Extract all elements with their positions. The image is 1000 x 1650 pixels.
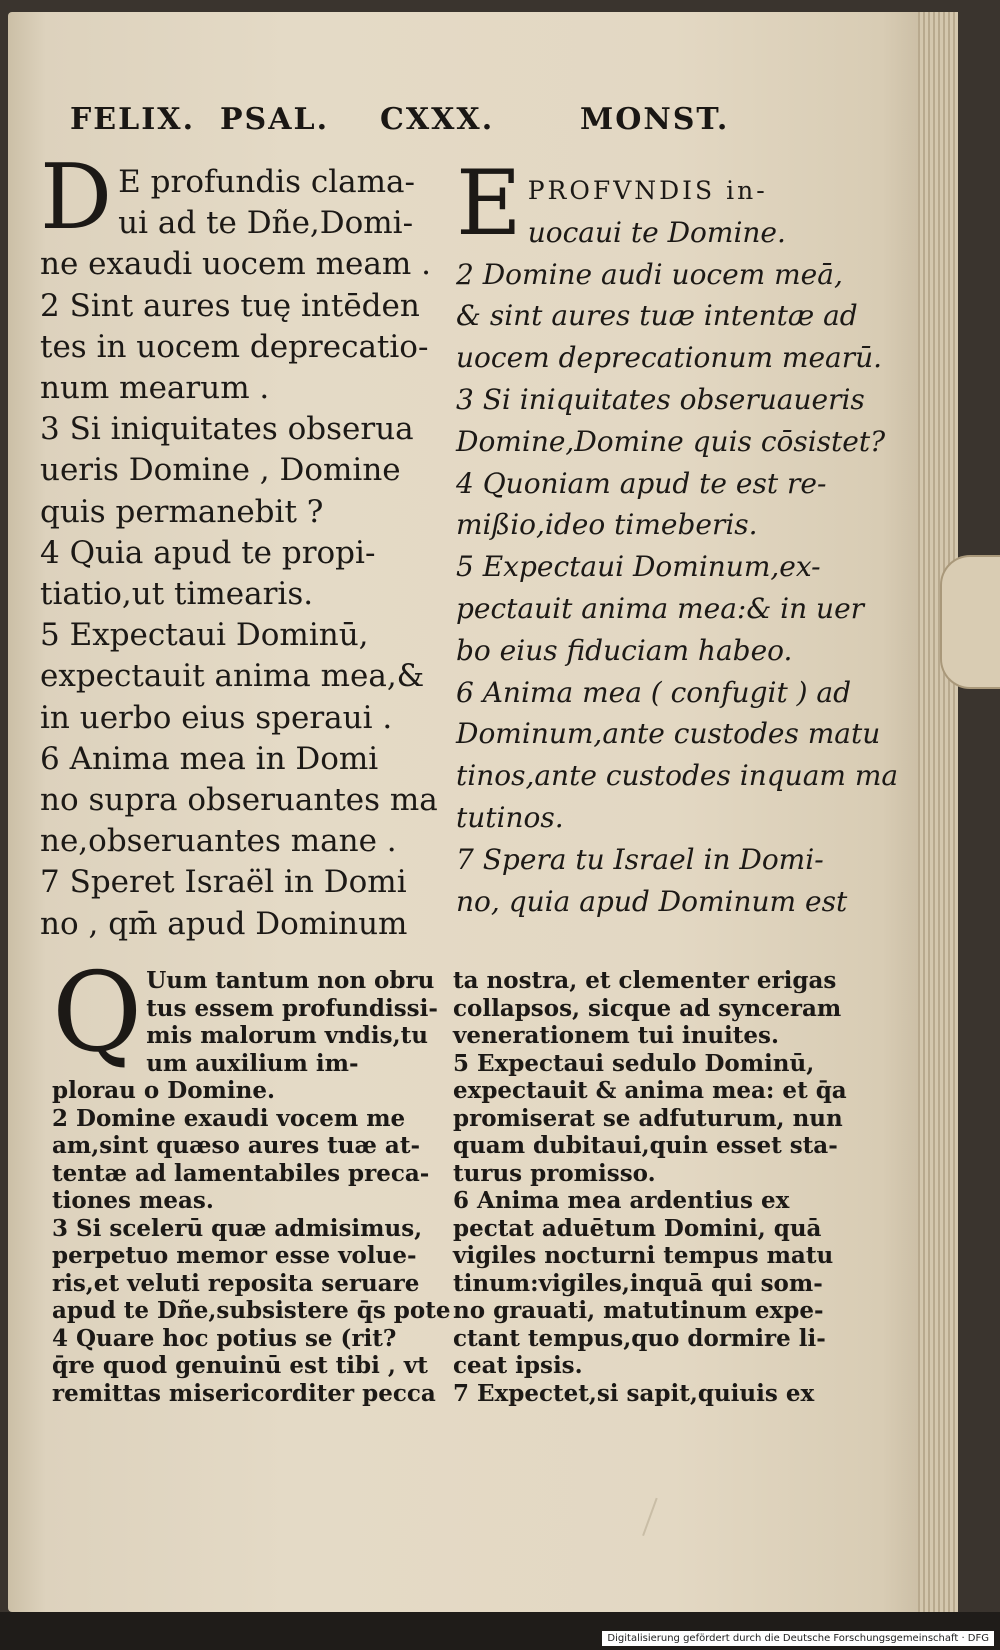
text-line: promiserat se adfuturum, nun xyxy=(453,1104,843,1132)
text-line: Dominum,ante custodes matu xyxy=(456,717,881,751)
text-line: 7 Expectet,si sapit,quiuis ex xyxy=(453,1379,815,1407)
page-edge xyxy=(918,12,958,1612)
header-number: CXXX. xyxy=(380,102,495,137)
text-line: no , qm̄ apud Dominum xyxy=(40,905,408,942)
text-line: plorau o Domine. xyxy=(52,1077,275,1104)
text-line: in uerbo eius speraui . xyxy=(40,699,393,736)
text-line: ui ad te Dñe,Domi- xyxy=(118,205,414,242)
text-line: venerationem tui inuites. xyxy=(453,1022,779,1049)
text-line: 3 Si iniquitates obseruaueris xyxy=(456,382,865,416)
header-monst: MONST. xyxy=(580,102,730,137)
book-page xyxy=(8,12,958,1612)
text-line: 5 Expectaui Dominū, xyxy=(40,617,369,654)
text-line: 2 Domine exaudi vocem me xyxy=(52,1104,406,1132)
text-line: turus promisso. xyxy=(453,1159,656,1187)
text-line: expectauit anima mea,& xyxy=(40,658,425,695)
right-latin-lines xyxy=(456,254,899,923)
text-line: mißio,ideo timeberis. xyxy=(456,508,758,542)
text-line: ne,obseruantes mane . xyxy=(40,823,397,860)
right-dropcap: E xyxy=(456,151,522,256)
text-line: E profundis clama- xyxy=(118,164,416,200)
left-paraphrase-column xyxy=(52,948,451,1407)
text-line: um auxilium im- xyxy=(146,1049,359,1077)
text-line: 4 Quia apud te propi- xyxy=(40,534,376,571)
text-line: quis permanebit ? xyxy=(40,493,324,530)
right-paraphrase-column xyxy=(453,967,853,1407)
header-psal: PSAL. xyxy=(220,102,330,137)
text-line: 2 Domine audi uocem meā, xyxy=(456,257,843,291)
text-line: ta nostra, et clementer erigas xyxy=(453,967,837,994)
text-line: apud te Dñe,subsistere q̄s pote xyxy=(52,1297,451,1324)
text-line: ctant tempus,quo dormire li- xyxy=(453,1324,826,1352)
text-line: 4 Quoniam apud te est re- xyxy=(456,466,827,500)
text-line: 6 Anima mea ardentius ex xyxy=(453,1187,790,1214)
text-line: bo eius fiduciam habeo. xyxy=(456,633,793,667)
text-line: mis malorum vndis,tu xyxy=(146,1022,428,1049)
text-line: quam dubitaui,quin esset sta- xyxy=(453,1132,838,1159)
text-line: uocem deprecationum mearū. xyxy=(456,341,883,375)
right-latin-column xyxy=(456,151,899,922)
right-paraphrase-lines xyxy=(453,967,853,1407)
left-paraphrase-lines xyxy=(52,1077,451,1407)
text-line: perpetuo memor esse volue- xyxy=(52,1242,417,1269)
text-line: 2 Sint aures tuę intēden xyxy=(40,287,420,324)
text-line: remittas misericorditer pecca xyxy=(52,1379,436,1407)
text-line: 4 Quare hoc potius se (rit? xyxy=(52,1324,397,1352)
text-line: no grauati, matutinum expe- xyxy=(453,1297,824,1324)
text-line: tus essem profundissi- xyxy=(146,994,438,1022)
text-line: 6 Anima mea in Domi xyxy=(40,740,379,777)
text-line: pectat aduētum Domini, quā xyxy=(453,1214,822,1242)
text-line: 5 Expectaui Dominum,ex- xyxy=(456,550,821,584)
text-line: ceat ipsis. xyxy=(453,1352,583,1379)
text-line: ne exaudi uocem meam . xyxy=(40,246,431,283)
text-line: Uum tantum non obru xyxy=(146,967,435,994)
running-header xyxy=(70,102,770,142)
text-line: expectauit & anima mea: et q̄a xyxy=(453,1077,847,1104)
header-felix: FELIX. xyxy=(70,102,196,137)
page-tab xyxy=(940,555,1000,689)
left-latin-column xyxy=(40,145,440,945)
text-line: ris,et veluti reposita seruare xyxy=(52,1269,420,1297)
digitization-credit: Digitalisierung gefördert durch die Deutsche Forschungsgemeinschaft · DFG xyxy=(602,1631,994,1646)
text-line: tinos,ante custodes inquam ma xyxy=(456,759,899,793)
text-line: 3 Si iniquitates obserua xyxy=(40,411,414,448)
text-line: vigiles nocturni tempus matu xyxy=(453,1242,834,1269)
text-line: PROFVNDIS in- xyxy=(527,176,768,205)
text-line: am,sint quæso aures tuæ at- xyxy=(52,1132,420,1159)
text-line: tes in uocem deprecatio- xyxy=(40,328,429,365)
page-mark xyxy=(642,1498,686,1547)
text-line: num mearum . xyxy=(40,370,270,407)
text-line: 6 Anima mea ( confugit ) ad xyxy=(456,675,852,709)
text-line: tiones meas. xyxy=(52,1187,214,1214)
text-line: q̄re quod genuinū est tibi , vt xyxy=(52,1352,428,1379)
text-line: Domine,Domine quis cōsistet? xyxy=(456,424,886,458)
left-dropcap: D xyxy=(40,145,113,250)
text-line: no supra obseruantes ma xyxy=(40,782,438,819)
text-line: & sint aures tuæ intentæ ad xyxy=(456,299,858,333)
text-line: collapsos, sicque ad synceram xyxy=(453,994,842,1022)
text-line: 5 Expectaui sedulo Dominū, xyxy=(453,1049,815,1077)
text-line: tutinos. xyxy=(456,800,564,834)
text-line: tiatio,ut timearis. xyxy=(40,576,314,613)
text-line: tinum:vigiles,inquā qui som- xyxy=(453,1269,823,1297)
text-line: no, quia apud Dominum est xyxy=(456,884,848,918)
text-line: uocaui te Domine. xyxy=(527,215,786,249)
text-line: 3 Si scelerū quæ admisimus, xyxy=(52,1214,423,1242)
text-line: 7 Speret Israël in Domi xyxy=(40,864,407,901)
paraphrase-dropcap: Q xyxy=(52,948,143,1076)
text-line: pectauit anima mea:& in uer xyxy=(456,591,865,625)
text-line: ueris Domine , Domine xyxy=(40,452,401,489)
left-latin-lines xyxy=(40,244,440,944)
text-line: tentæ ad lamentabiles preca- xyxy=(52,1159,430,1187)
text-line: 7 Spera tu Israel in Domi- xyxy=(456,842,824,876)
